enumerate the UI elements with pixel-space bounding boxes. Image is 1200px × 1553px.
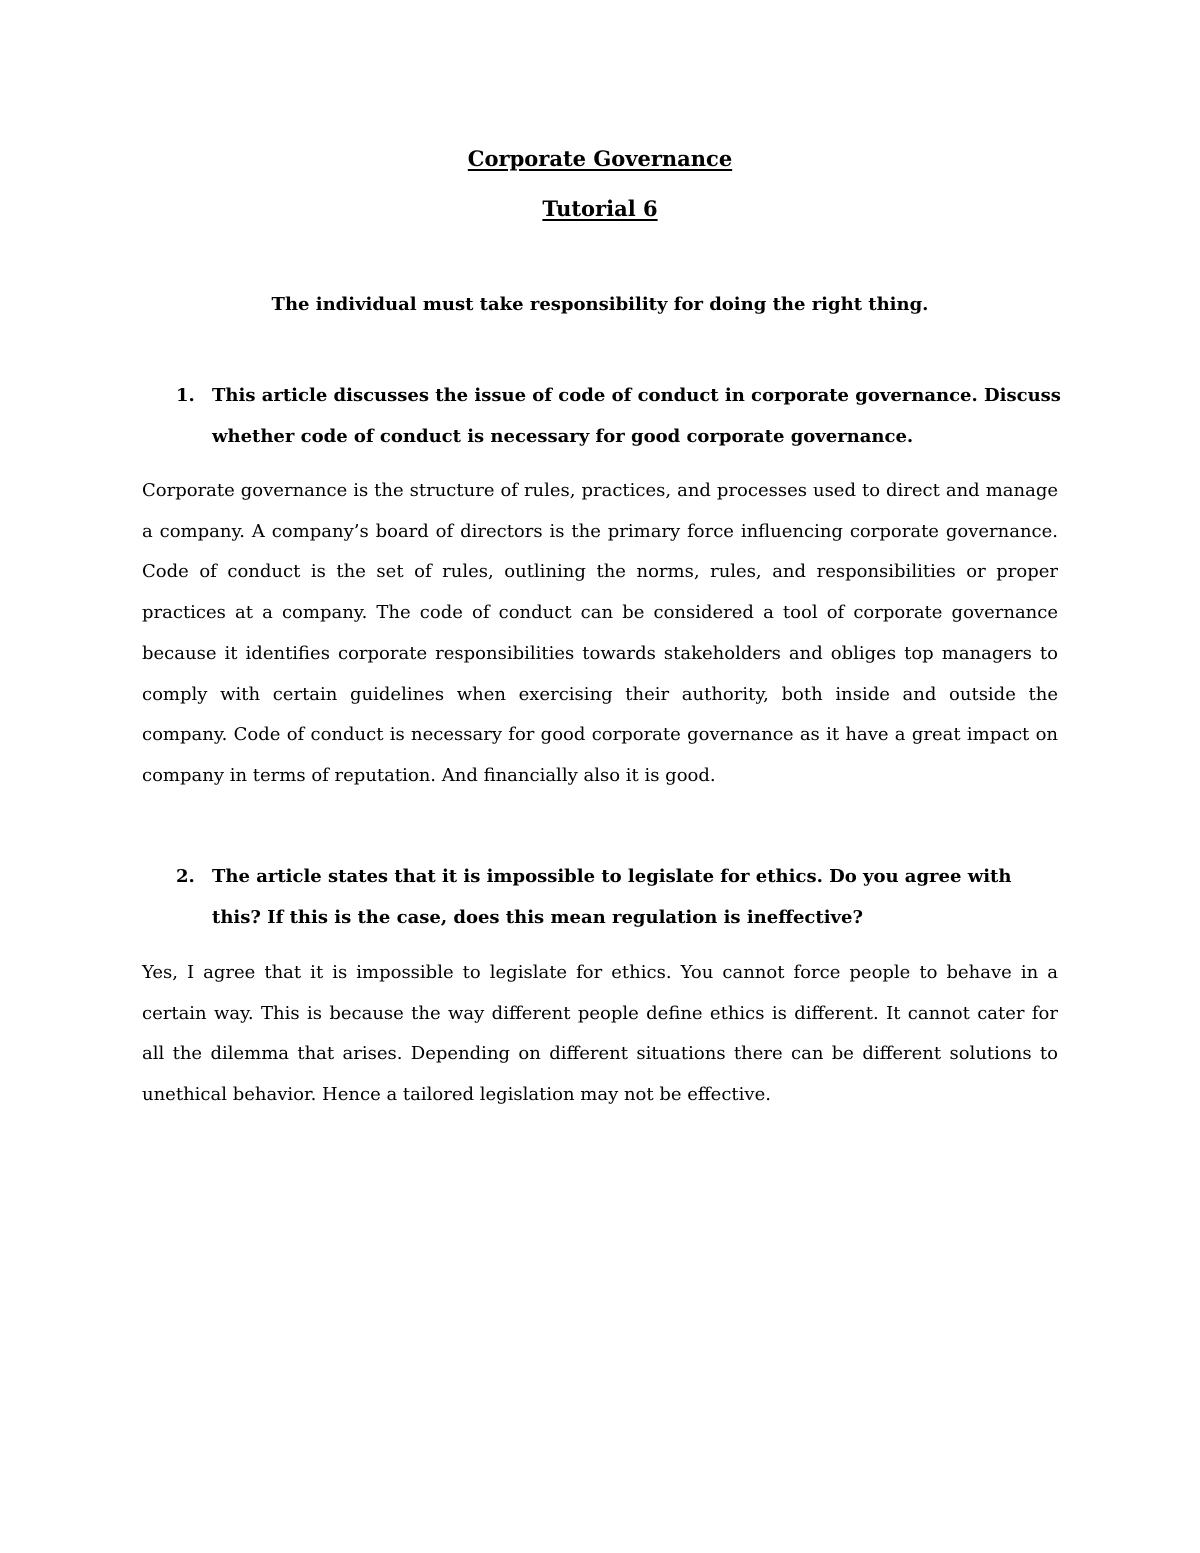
answer-2: Yes, I agree that it is impossible to legislate for ethics. You cannot force people to behave in a certain way. This is because the way different people define ethics is different. It cannot cater for all the dilemma that arises. Depending on different situations there can be different solutions to unethical behavior. Hence a tailored legislation may not be effective.: [142, 962, 1058, 1106]
question-number: 2.: [176, 866, 195, 887]
document-subtitle: Tutorial 6: [542, 196, 658, 221]
question-number: 1.: [176, 385, 195, 406]
document-title: Corporate Governance: [467, 146, 733, 171]
answer-1: Corporate governance is the structure of rules, practices, and processes used to direct and manage a company. A company’s board of directors is the primary force influencing corporate governance. Code of conduct is the set of rules, outlining the norms, rules, and responsibilities or proper practices at a company. The code of conduct can be considered a tool of corporate governance because it identifies corporate responsibilities towards stakeholders and obliges top managers to comply with certain guidelines when exercising their authority, both inside and outside the company. Code of conduct is necessary for good corporate governance as it have a great impact on company in terms of reputation. And financially also it is good.: [142, 480, 1058, 786]
question-text: This article discusses the issue of code of conduct in corporate governance. Discuss whether code of conduct is necessary for good corporate governance.: [212, 385, 1061, 447]
question-text: The article states that it is impossible to legislate for ethics. Do you agree with this? If this is the case, does this mean regulation is ineffective?: [212, 866, 1012, 928]
question-1: [176, 375, 1066, 457]
question-2: [176, 856, 1066, 938]
document-tagline: The individual must take responsibility for doing the right thing.: [271, 294, 929, 315]
